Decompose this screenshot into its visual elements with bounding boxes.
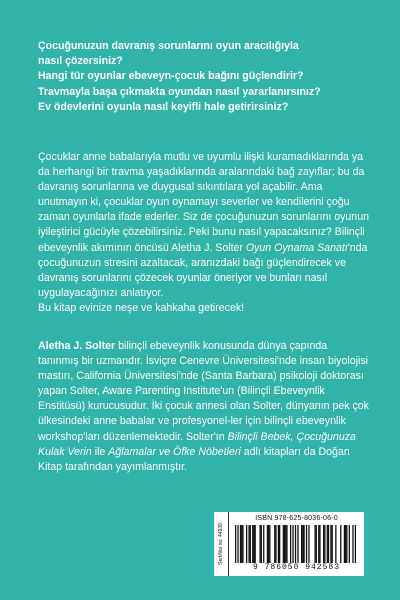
barcode-bar (349, 525, 350, 563)
author-name: Aletha J. Solter (38, 340, 116, 352)
barcode-bar (306, 525, 307, 563)
barcode-bar (242, 525, 243, 563)
barcode-bar (235, 525, 236, 563)
barcode-bar (255, 525, 256, 563)
barcode-bar (268, 525, 269, 563)
barcode-icon (235, 525, 356, 563)
barcode-bar (279, 525, 280, 563)
barcode-bar (297, 525, 298, 563)
barcode-bar (283, 525, 284, 563)
barcode-bar (269, 525, 270, 563)
barcode-bar (345, 525, 346, 563)
question-line: Ev ödevlerini oyunla nasıl keyifli hale getirirsiniz? (38, 100, 289, 113)
question-line: Travmayla başa çıkmakta oyundan nasıl yararlanırsınız? (38, 85, 321, 98)
question-line: Hangi tür oyunlar ebeveyn-çocuk bağını güçlendirir? (38, 70, 304, 83)
barcode-bar (319, 525, 320, 563)
barcode-bar (316, 525, 317, 563)
bio-text: bilinçli ebeveynlik konusunda dünya çapında tanınmış bir uzmandır. İsviçre Cenevre Üniversitesi'nde insan biyolojisi mastırı, California Üniversitesi'nde (Santa Barbara) psikoloji doktorası yapan Solter, Aware Parenting Institute'un (Bilinçli Ebeveynlik Enstitüsü) kurucusudur. İki çocuk annesi olan Solter, dünyanın pek çok ülkesindeki anne babalar ve profesyonel-ler için bilinçli ebeveynlik workshop'ları düzenlemektedir. Solter'ın (38, 340, 369, 443)
bio-text: adlı kitapları da Doğan Kitap tarafından yayımlanmıştır. (38, 445, 350, 473)
barcode-bar (324, 525, 325, 563)
barcode-bar (344, 525, 345, 563)
barcode-area (214, 512, 364, 576)
barcode-bar (335, 525, 336, 563)
barcode-bar (346, 525, 347, 563)
barcode-bar (241, 525, 242, 563)
barcode-bar (340, 525, 341, 563)
certificate-number: Sertifika no: 44939 (218, 523, 224, 565)
isbn-number: ISBN 978-625-8036-06-0 (255, 515, 338, 522)
barcode-bar (303, 525, 304, 563)
description-closing: Bu kitap evinize neşe ve kahkaha getirecek! (38, 301, 245, 314)
barcode-bar (246, 525, 247, 563)
description-paragraph (38, 150, 370, 301)
barcode-bar (332, 525, 333, 563)
barcode-bar (261, 525, 262, 563)
barcode-bar (278, 525, 279, 563)
barcode-bar (252, 525, 253, 563)
description-block (38, 150, 370, 316)
barcode-bar (301, 525, 302, 563)
author-bio (38, 339, 370, 475)
barcode-bar (330, 525, 331, 563)
barcode-bar (285, 525, 286, 563)
barcode-bar (308, 525, 309, 563)
barcode-bar (302, 525, 303, 563)
barcode-bar (275, 525, 276, 563)
barcode-bar (240, 525, 241, 563)
description-text: Çocuklar anne babalarıyla mutlu ve uyumlu ilişki kuramadıklarında ya da herhangi bir travma yaşadıklarında aralarındaki bağ zayıflar; bu da davranış sorunlarına ve duygusal sıkıntılara yol açabilir. Ama unutmayın ki, çocuklar oyun oynamayı severler ve kendilerini çoğu zaman oyunlarla ifade ederler. Siz de çocuğunuzun sorunlarını oyunun iyileştirici gücüyle çözebilirsiniz. Peki bunu nasıl yapacaksınız? Bilinçli ebeveynlik akımının öncüsü Aletha J. Solter (38, 151, 369, 254)
barcode-bar (250, 525, 251, 563)
barcode-box (229, 512, 364, 576)
barcode-bar (314, 525, 315, 563)
barcode-bar (253, 525, 254, 563)
description-text: 'nda çocuğunuzun stresini azaltacak, aranızdaki bağı güçlendirecek ve davranış sorunlarını çözecek oyunlar öneriyor ve bunları nasıl uygulayacağınızı anlatıyor. (38, 241, 368, 299)
barcode-bar (248, 525, 249, 563)
barcode-bar (259, 525, 260, 563)
bio-text: ile (91, 445, 109, 458)
barcode-bar (352, 525, 353, 563)
barcode-bar (267, 525, 268, 563)
barcode-bar (292, 525, 293, 563)
barcode-bar (323, 525, 324, 563)
barcode-bar (318, 525, 319, 563)
book-title: Ağlamalar ve Öfke Nöbetleri (108, 445, 241, 458)
question-line: nasıl çözersiniz? (38, 55, 123, 68)
book-title: Oyun Oynama Sanatı (245, 241, 348, 254)
barcode-bar (295, 525, 296, 563)
barcode-bar (237, 525, 238, 563)
barcode-bar (355, 525, 356, 563)
question-line: Çocuğunuzun davranış sorunlarını oyun aracılığıyla (38, 40, 299, 52)
barcode-bar (284, 525, 285, 563)
bio-paragraph (38, 339, 370, 475)
barcode-bar (274, 525, 275, 563)
barcode-bar (290, 525, 291, 563)
barcode-bar (327, 525, 328, 563)
barcode-bar (263, 525, 264, 563)
question-block (38, 39, 368, 115)
certificate-label (214, 512, 229, 576)
barcode-bar (286, 525, 287, 563)
barcode-bar (328, 525, 329, 563)
book-title: Bilinçli Bebek, Çocuğunuza Kulak Verin (38, 430, 356, 458)
ean-digits: 9 786050 942583 (252, 563, 340, 572)
